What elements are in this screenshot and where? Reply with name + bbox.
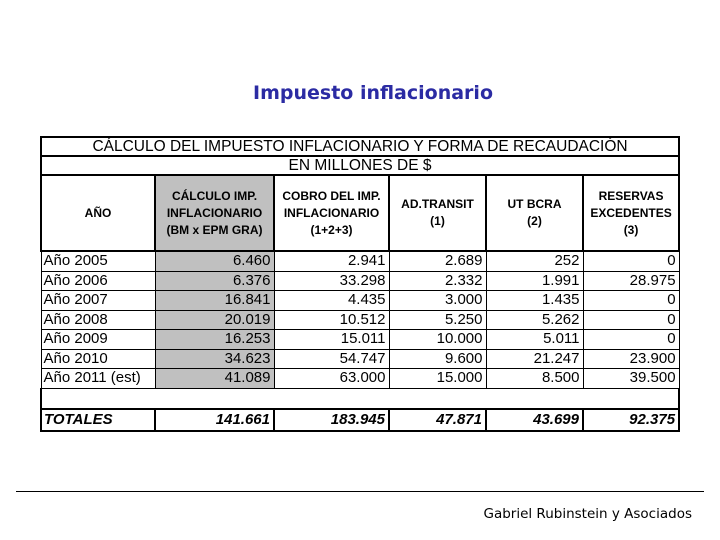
cell-cobro: 63.000: [274, 369, 389, 389]
table-subtitle: EN MILLONES DE $: [41, 156, 679, 175]
cell-cobro: 54.747: [274, 349, 389, 369]
cell-ad: 9.600: [389, 349, 486, 369]
cell-year: Año 2005: [41, 251, 155, 271]
table-title-row-2: [41, 156, 679, 175]
table-title: CÁLCULO DEL IMPUESTO INFLACIONARIO Y FORMA DE RECAUDACIÓN: [41, 137, 679, 156]
cell-cobro: 33.298: [274, 271, 389, 291]
cell-res: 0: [583, 310, 679, 330]
footer-credit: Gabriel Rubinstein y Asociados: [483, 506, 692, 522]
cell-res: 28.975: [583, 271, 679, 291]
table-header-row: [41, 175, 679, 251]
table-row: [41, 369, 679, 389]
cell-ut: 21.247: [486, 349, 583, 369]
cell-res: 0: [583, 291, 679, 311]
inflation-tax-table: [40, 136, 680, 432]
table-row: [41, 271, 679, 291]
footer-divider: [16, 491, 704, 492]
table-row: [41, 251, 679, 271]
spacer-cell: [41, 388, 155, 409]
cell-ad: 10.000: [389, 330, 486, 350]
cell-year: Año 2011 (est): [41, 369, 155, 389]
cell-year: Año 2008: [41, 310, 155, 330]
cell-cobro: 2.941: [274, 251, 389, 271]
spacer-cell: [486, 388, 583, 409]
slide-title: Impuesto inflacionario: [253, 82, 493, 104]
cell-calc: 16.841: [155, 291, 274, 311]
cell-ut: 5.011: [486, 330, 583, 350]
totals-row: [41, 409, 679, 431]
cell-ut: 252: [486, 251, 583, 271]
totals-label: TOTALES: [41, 409, 155, 431]
cell-year: Año 2009: [41, 330, 155, 350]
cell-ad: 5.250: [389, 310, 486, 330]
cell-cobro: 15.011: [274, 330, 389, 350]
header-ut-bcra: UT BCRA (2): [486, 175, 583, 251]
cell-ad: 2.689: [389, 251, 486, 271]
table-title-row-1: [41, 137, 679, 156]
cell-res: 39.500: [583, 369, 679, 389]
cell-year: Año 2007: [41, 291, 155, 311]
cell-cobro: 10.512: [274, 310, 389, 330]
spacer-cell: [583, 388, 679, 409]
cell-calc: 34.623: [155, 349, 274, 369]
cell-year: Año 2010: [41, 349, 155, 369]
cell-res: 0: [583, 330, 679, 350]
totals-calc: 141.661: [155, 409, 274, 431]
cell-ut: 8.500: [486, 369, 583, 389]
tax-table-container: [40, 136, 678, 432]
spacer-cell: [274, 388, 389, 409]
cell-ad: 3.000: [389, 291, 486, 311]
cell-ad: 15.000: [389, 369, 486, 389]
totals-ut: 43.699: [486, 409, 583, 431]
cell-calc: 6.460: [155, 251, 274, 271]
table-row: [41, 291, 679, 311]
cell-cobro: 4.435: [274, 291, 389, 311]
table-row: [41, 330, 679, 350]
header-reservas: RESERVAS EXCEDENTES (3): [583, 175, 679, 251]
cell-res: 0: [583, 251, 679, 271]
table-spacer-row: [41, 388, 679, 409]
cell-ut: 5.262: [486, 310, 583, 330]
totals-ad: 47.871: [389, 409, 486, 431]
cell-calc: 6.376: [155, 271, 274, 291]
cell-res: 23.900: [583, 349, 679, 369]
cell-year: Año 2006: [41, 271, 155, 291]
cell-ut: 1.991: [486, 271, 583, 291]
spacer-cell: [155, 388, 274, 409]
table-row: [41, 310, 679, 330]
cell-ad: 2.332: [389, 271, 486, 291]
cell-calc: 16.253: [155, 330, 274, 350]
header-calculo: CÁLCULO IMP. INFLACIONARIO (BM x EPM GRA): [155, 175, 274, 251]
spacer-cell: [389, 388, 486, 409]
header-cobro: COBRO DEL IMP. INFLACIONARIO (1+2+3): [274, 175, 389, 251]
totals-cobro: 183.945: [274, 409, 389, 431]
cell-calc: 20.019: [155, 310, 274, 330]
header-ano: AÑO: [41, 175, 155, 251]
header-ad-transit: AD.TRANSIT (1): [389, 175, 486, 251]
totals-res: 92.375: [583, 409, 679, 431]
cell-calc: 41.089: [155, 369, 274, 389]
table-row: [41, 349, 679, 369]
cell-ut: 1.435: [486, 291, 583, 311]
